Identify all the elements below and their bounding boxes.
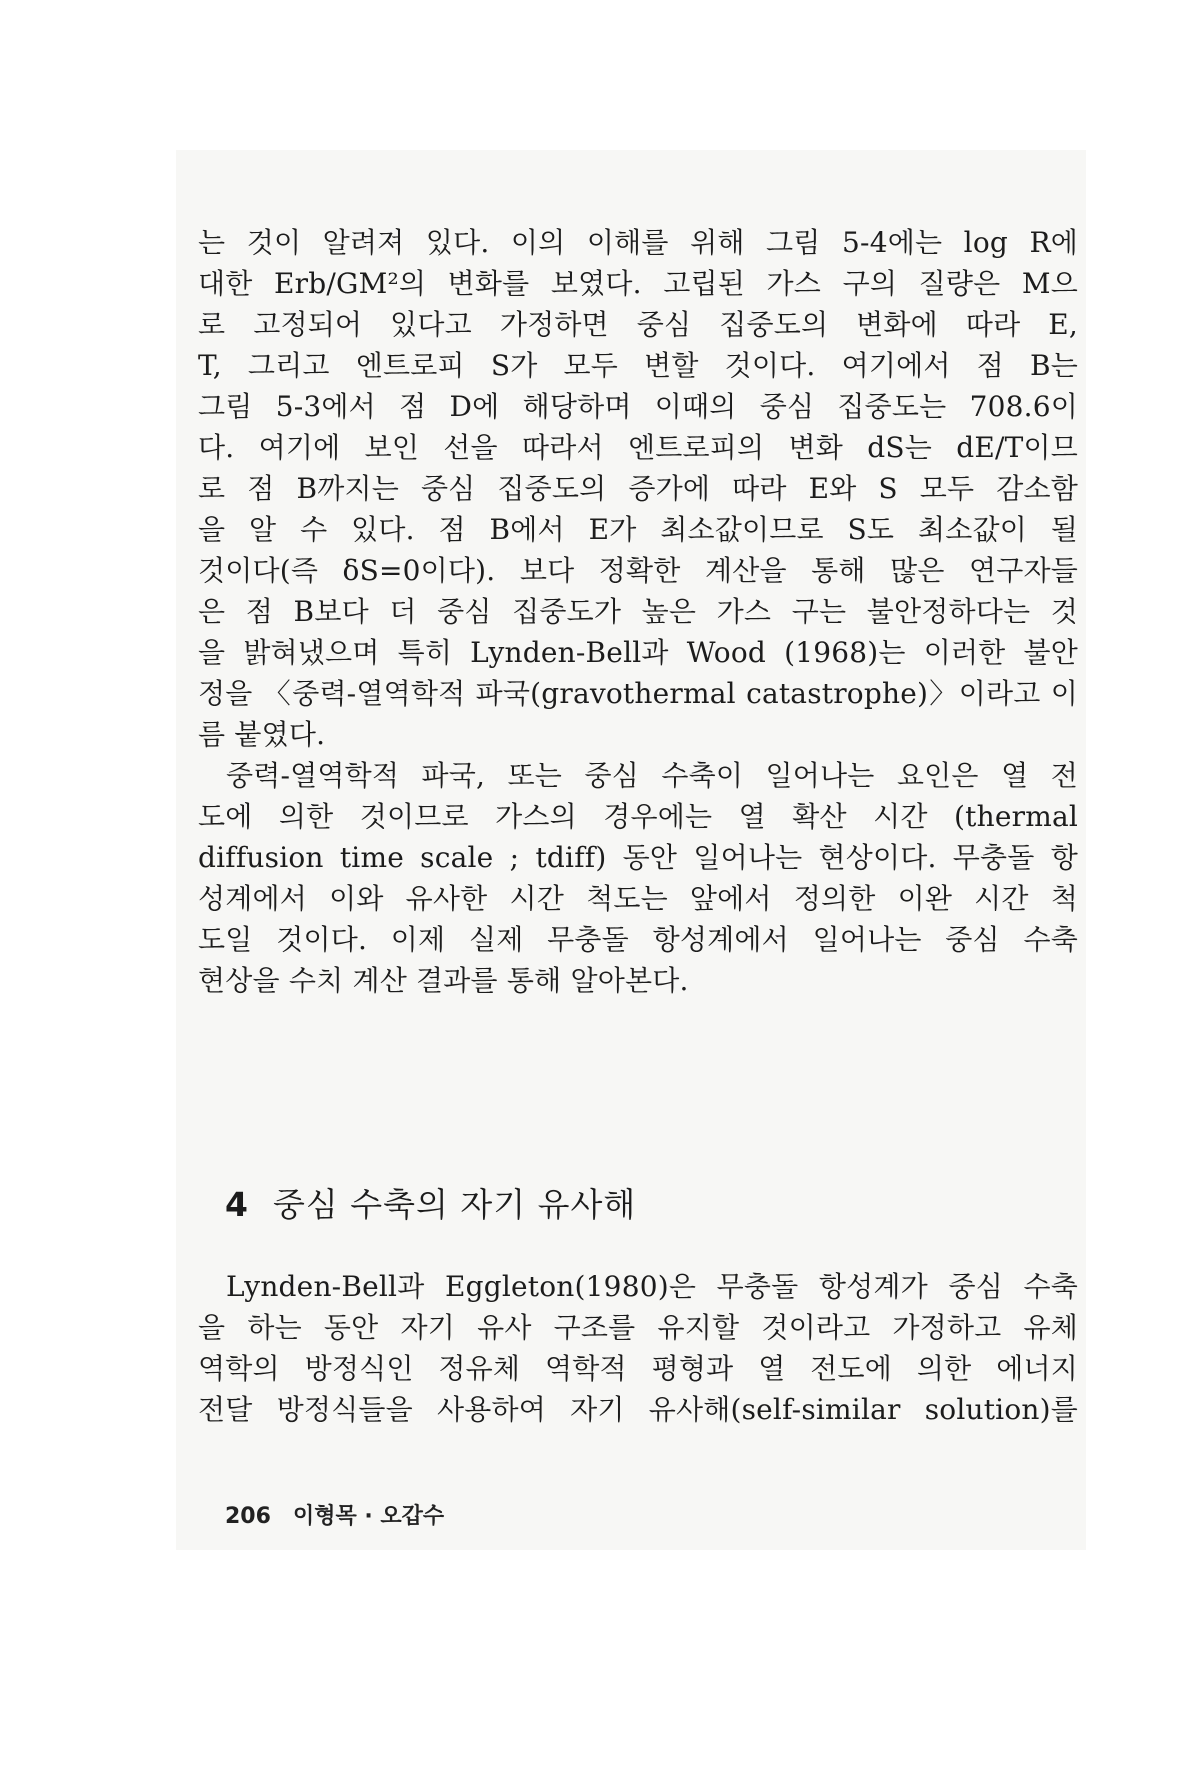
text-line: 중력-열역학적 파국, 또는 중심 수축이 일어나는 요인은 열 전 (226, 759, 1078, 792)
text-line: Lynden-Bell과 Eggleton(1980)은 무충돌 항성계가 중심 수축 (226, 1270, 1078, 1303)
text-line: 로 점 B까지는 중심 집중도의 증가에 따라 E와 S 모두 감소함 (198, 472, 1078, 505)
paragraph-1 (198, 222, 1078, 755)
text-line: 은 점 B보다 더 중심 집중도가 높은 가스 구는 불안정하다는 것 (198, 595, 1078, 628)
text-line: 성계에서 이와 유사한 시간 척도는 앞에서 정의한 이완 시간 척 (198, 882, 1078, 915)
paragraph-2 (198, 755, 1078, 1001)
section-number: 4 (225, 1185, 249, 1224)
text-line: 는 것이 알려져 있다. 이의 이해를 위해 그림 5-4에는 log R에 (198, 226, 1078, 259)
text-line: 다. 여기에 보인 선을 따라서 엔트로피의 변화 dS는 dE/T이므 (198, 431, 1078, 464)
section-heading (225, 1183, 636, 1227)
text-line: T, 그리고 엔트로피 S가 모두 변할 것이다. 여기에서 점 B는 (198, 349, 1078, 382)
text-line: 을 알 수 있다. 점 B에서 E가 최소값이므로 S도 최소값이 될 (198, 513, 1078, 546)
text-line: 도에 의한 것이므로 가스의 경우에는 열 확산 시간 (thermal (198, 800, 1078, 833)
text-line: 대한 Erb/GM²의 변화를 보였다. 고립된 가스 구의 질량은 M으 (198, 267, 1078, 300)
text-line: 을 하는 동안 자기 유사 구조를 유지할 것이라고 가정하고 유체 (198, 1311, 1078, 1344)
text-line: 현상을 수치 계산 결과를 통해 알아본다. (198, 964, 689, 997)
text-line: 전달 방정식들을 사용하여 자기 유사해(self-similar solution)를 (198, 1393, 1078, 1426)
text-line: 역학의 방정식인 정유체 역학적 평형과 열 전도에 의한 에너지 (198, 1352, 1078, 1385)
paragraph-3 (198, 1266, 1078, 1430)
footer-authors: 이형목 · 오갑수 (292, 1504, 445, 1529)
text-line: 름 붙였다. (198, 718, 326, 751)
text-line: 을 밝혀냈으며 특히 Lynden-Bell과 Wood (1968)는 이러한 불안 (198, 636, 1078, 669)
text-line: 정을 〈중력-열역학적 파국(gravothermal catastrophe)〉이라고 이 (198, 677, 1078, 710)
text-line: diffusion time scale ; tdiff) 동안 일어나는 현상이다. 무충돌 항 (198, 841, 1078, 874)
text-line: 것이다(즉 δS=0이다). 보다 정확한 계산을 통해 많은 연구자들 (198, 554, 1078, 587)
text-line: 그림 5-3에서 점 D에 해당하며 이때의 중심 집중도는 708.6이 (198, 390, 1078, 423)
text-line: 로 고정되어 있다고 가정하면 중심 집중도의 변화에 따라 E, (198, 308, 1078, 341)
section-title: 중심 수축의 자기 유사해 (272, 1185, 637, 1224)
page-number: 206 (225, 1504, 271, 1529)
text-line: 도일 것이다. 이제 실제 무충돌 항성계에서 일어나는 중심 수축 (198, 923, 1078, 956)
page-footer (225, 1502, 444, 1532)
